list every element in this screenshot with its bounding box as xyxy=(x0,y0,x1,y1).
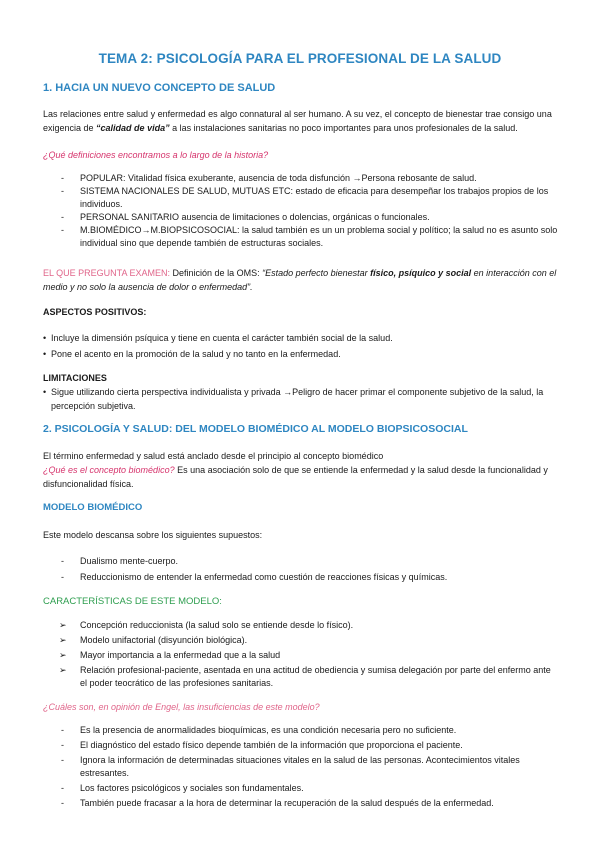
list-item: ➢ Relación profesional-paciente, asentada en una actitud de obediencia y sumisa delegación por parte del enfermo ante el poder teocrático de las profesiones sanitarias. xyxy=(59,665,551,688)
list-item: ➢ Concepción reduccionista (la salud solo se entiende desde lo físico). xyxy=(59,620,354,630)
list-item: ➢ Mayor importancia a la enfermedad que a la salud xyxy=(59,650,281,660)
positive-aspects-heading: ASPECTOS POSITIVOS: xyxy=(43,307,147,317)
list-item: • Sigue utilizando cierta perspectiva individualista y privada →Peligro de hacer primar el componente subjetivo de la salud, la percepción subjetiva. xyxy=(43,387,544,411)
intro-text-c: a las instalaciones sanitarias no poco importantes para unos profesionales de la salud. xyxy=(169,123,518,133)
list-item: - M.BIOMÉDICO→M.BIOPSICOSOCIAL: la salud también es un un problema social y político; la salud no es asunto solo individual sino que depende también de estructuras sociales. xyxy=(61,225,558,248)
model-intro: Este modelo descansa sobre los siguientes supuestos: xyxy=(43,530,263,540)
biomedical-model-heading: MODELO BIOMÉDICO xyxy=(43,502,143,513)
section-1-heading: 1. HACIA UN NUEVO CONCEPTO DE SALUD xyxy=(43,82,276,94)
list-item: - POPULAR: Vitalidad física exuberante, ausencia de toda disfunción →Persona rebosante de salud. xyxy=(61,173,477,183)
list-item: - Es la presencia de anormalidades bioquímicas, es una condición necesaria pero no suficiente. xyxy=(61,725,457,735)
section-2-heading: 2. PSICOLOGÍA Y SALUD: DEL MODELO BIOMÉDICO AL MODELO BIOPSICOSOCIAL xyxy=(43,423,468,435)
list-item: - Dualismo mente-cuerpo. xyxy=(61,556,179,566)
assumptions-list xyxy=(43,555,558,584)
exam-label: EL QUE PREGUNTA EXAMEN: xyxy=(43,268,171,278)
characteristics-list xyxy=(43,619,558,690)
list-item: - Ignora la información de determinadas situaciones vitales en la salud de las personas. Acontecimientos vitales estresantes. xyxy=(61,755,520,778)
list-item: - Reduccionismo de entender la enfermedad como cuestión de reacciones físicas y químicas. xyxy=(61,572,448,582)
list-item: • Pone el acento en la promoción de la salud y no tanto en la enfermedad. xyxy=(43,349,341,359)
list-item: - También puede fracasar a la hora de determinar la recuperación de la salud después de la enfermedad. xyxy=(61,798,494,808)
positive-aspects-list xyxy=(43,332,558,364)
list-item: - El diagnóstico del estado físico depende también de la información que proporciona el paciente. xyxy=(61,740,463,750)
document-title: TEMA 2: PSICOLOGÍA PARA EL PROFESIONAL DE LA SALUD xyxy=(98,51,502,66)
exam-note: EL QUE PREGUNTA EXAMEN: Definición de la OMS: “Estado perfecto bienestar físico, psíquico y social en interacción con el medio y no solo la ausencia de dolor o enfermedad”. xyxy=(43,268,557,292)
section-2-p1: El término enfermedad y salud está anclado desde el principio al concepto biomédico xyxy=(43,451,384,461)
definitions-list xyxy=(43,172,558,250)
insufficiencies-list xyxy=(43,724,558,810)
characteristics-heading: CARACTERÍSTICAS DE ESTE MODELO: xyxy=(43,596,222,607)
limitations-list xyxy=(43,385,558,416)
list-item: - PERSONAL SANITARIO ausencia de limitaciones o dolencias, orgánicas o funcionales. xyxy=(61,212,430,222)
list-item: • Incluye la dimensión psíquica y tiene en cuenta el carácter también social de la salud. xyxy=(43,333,393,343)
intro-text-a: Las relaciones entre salud y enfermedad es algo connatural al ser humano. A su vez, el concepto de bienestar trae consigo una exigencia de xyxy=(43,109,552,133)
intro-quality-of-life: “calidad de vida” xyxy=(96,123,170,133)
biomedical-question: ¿Qué es el concepto biomédico? xyxy=(43,465,175,475)
definitions-question: ¿Qué definiciones encontramos a lo largo de la historia? xyxy=(43,150,269,160)
limitations-heading: LIMITACIONES xyxy=(43,373,107,383)
list-item: ➢ Modelo unifactorial (disyunción biológica). xyxy=(59,635,248,645)
section-2-p2: ¿Qué es el concepto biomédico? Es una asociación solo de que se entiende la enfermedad y la salud desde la funcionalidad y disfuncionalidad física. xyxy=(43,465,548,489)
list-item: - SISTEMA NACIONALES DE SALUD, MUTUAS ETC: estado de eficacia para desempeñar los trabajos propios de los individuos. xyxy=(61,186,549,209)
list-item: - Los factores psicológicos y sociales son fundamentales. xyxy=(61,783,304,793)
engel-question: ¿Cuáles son, en opinión de Engel, las insuficiencias de este modelo? xyxy=(43,702,320,712)
section-1-intro xyxy=(43,107,558,135)
